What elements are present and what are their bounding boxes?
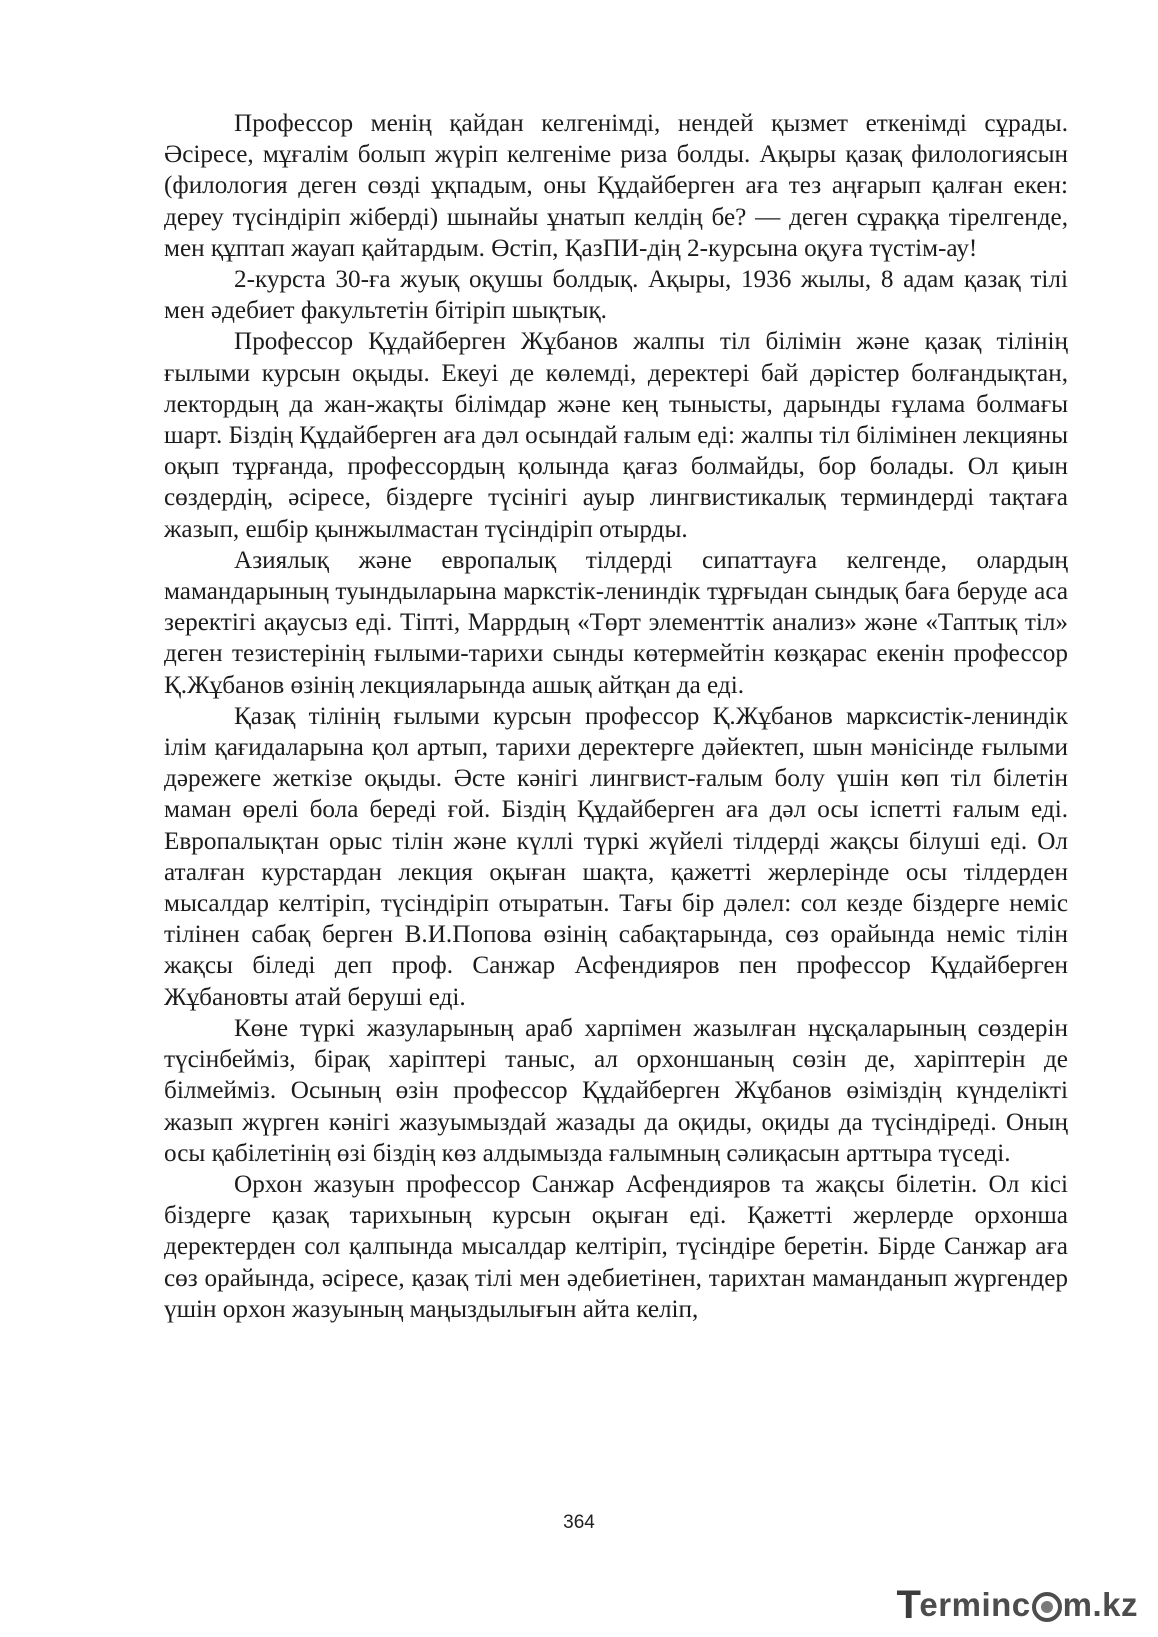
- paragraph-3: Профессор Құдайберген Жұбанов жалпы тіл білімін және қазақ тілінің ғылыми курсын оқыды. Екеуі де көлемді, деректері бай дәрістер болғандықтан, лектордың да жан-жақты білімдар және кең тынысты, дарынды ғұлама болмағы шарт. Біздің Құдайберген аға дәл осындай ғалым еді: жалпы тіл білімінен лекцияны оқып тұрғанда, профессордың қолында қағаз болмайды, бор болады. Ол қиын сөздердің, әсіресе, біздерге түсінігі ауыр лингвистикалық терминдерді тақтаға жазып, ешбір қынжылмастан түсіндіріп отырды.: [164, 328, 1068, 543]
- paragraph-6: Көне түркі жазуларының араб харпімен жазылған нұсқаларының сөздерін түсінбейміз, бірақ харіптері таныс, ал орхоншаның сөзін де, харіптерін де білмейміз. Осының өзін профессор Құдайберген Жұбанов өзіміздің күнделікті жазып жүрген кәнігі жазуымыздай жазады да оқиды, оқиды да түсіндіреді. Оның осы қабілетінің өзі біздің көз алдымызда ғалымның сәлиқасын арттыра түседі.: [164, 1014, 1068, 1167]
- watermark-suffix: m.kz: [1062, 1586, 1138, 1623]
- watermark-logo: [896, 1582, 1138, 1627]
- watermark-t: T: [896, 1582, 922, 1627]
- body-text: [164, 108, 1068, 1325]
- paragraph-4: Азиялық және европалық тілдерді сипаттауға келгенде, олардың мамандарының туындыларына маркстік-лениндік тұрғыдан сындық баға беруде аса зеректігі ақаусыз еді. Тіпті, Маррдың «Төрт элементтік анализ» және «Таптық тіл» деген тезистерінің ғылыми-тарихи сынды көтермейтін көзқарас екенін профессор Қ.Жұбанов өзінің лекцияларында ашық айтқан да еді.: [164, 546, 1068, 699]
- paragraph-7: Орхон жазуын профессор Санжар Асфендияров та жақсы білетін. Ол кісі біздерге қазақ тарихының курсын оқыған еді. Қажетті жерлерде орхонша деректерден сол қалпында мысалдар келтіріп, түсіндіре беретін. Бірде Санжар аға сөз орайында, әсіресе, қазақ тілі мен әдебиетінен, тарихтан маманданып жүргендер үшін орхон жазуының маңыздылығын айта келіп,: [164, 1170, 1068, 1323]
- paragraph-2: 2-курста 30-ға жуық оқушы болдық. Ақыры, 1936 жылы, 8 адам қазақ тілі мен әдебиет факультетін бітіріп шықтық.: [164, 266, 1068, 325]
- paragraph-5: Қазақ тілінің ғылыми курсын профессор Қ.Жұбанов марксистік-лениндік ілім қағидаларына қол артып, тарихи деректерге дәйектеп, шын мәнісінде ғылыми дәрежеге жеткізе оқыды. Әсте кәнігі лингвист-ғалым болу үшін көп тіл білетін маман өрелі бола береді ғой. Біздің Құдайберген аға дәл осы іспетті ғалым еді. Европалықтан орыс тілін және күллі түркі жүйелі тілдерді жақсы білуші еді. Ол аталған курстардан лекция оқыған шақта, қажетті жерлерінде осы тілдерден мысалдар келтіріп, түсіндіріп отыратын. Тағы бір дәлел: сол кезде біздерге неміс тілінен сабақ берген В.И.Попова өзінің сабақтарында, сөз орайында неміс тілін жақсы біледі деп проф. Санжар Асфендияров пен профессор Құдайберген Жұбановты атай беруші еді.: [164, 702, 1068, 1011]
- paragraph-1: Профессор менің қайдан келгенімді, нендей қызмет еткенімді сұрады. Әсіресе, мұғалім болып жүріп келгеніме риза болды. Ақыры қазақ филологиясын (филология деген сөзді ұқпадым, оны Құдайберген аға тез аңғарып қалған екен: дереу түсіндіріп жіберді) шынайы ұнатып келдің бе? — деген сұраққа тірелгенде, мен құптап жауап қайтардым. Өстіп, ҚазПИ-дің 2-курсына оқуға түстім-ау!: [164, 110, 1068, 262]
- page-number: 364: [563, 1512, 595, 1533]
- watermark-middle: erminc: [919, 1586, 1031, 1623]
- watermark-o-icon: [1032, 1592, 1062, 1622]
